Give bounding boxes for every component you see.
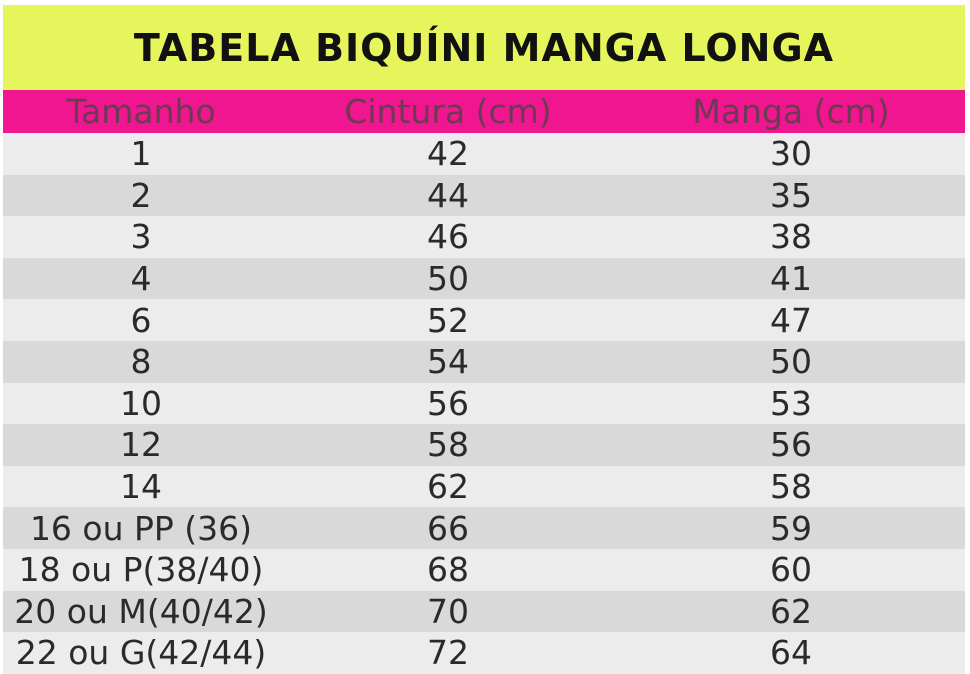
cell-cintura: 70 <box>427 591 469 631</box>
table-row <box>3 175 965 217</box>
cell-cintura: 58 <box>427 425 469 465</box>
table-row <box>3 133 965 175</box>
header-tamanho: Tamanho <box>66 92 216 131</box>
cell-tamanho: 6 <box>130 300 152 340</box>
table-row <box>3 507 965 549</box>
cell-manga: 64 <box>770 633 812 673</box>
cell-cintura: 52 <box>427 300 469 340</box>
cell-cintura: 44 <box>427 175 469 215</box>
cell-tamanho: 12 <box>120 425 162 465</box>
cell-tamanho: 1 <box>130 134 152 174</box>
cell-manga: 30 <box>770 134 812 174</box>
cell-manga: 58 <box>770 467 812 507</box>
cell-tamanho: 18 ou P(38/40) <box>18 550 264 590</box>
cell-cintura: 42 <box>427 134 469 174</box>
table-row <box>3 466 965 508</box>
cell-manga: 38 <box>770 217 812 257</box>
cell-manga: 50 <box>770 342 812 382</box>
cell-manga: 59 <box>770 508 812 548</box>
cell-cintura: 62 <box>427 467 469 507</box>
table-row <box>3 341 965 383</box>
table-header-row <box>3 90 965 133</box>
title-banner <box>3 5 965 90</box>
cell-tamanho: 4 <box>130 259 152 299</box>
cell-cintura: 46 <box>427 217 469 257</box>
cell-cintura: 66 <box>427 508 469 548</box>
cell-tamanho: 20 ou M(40/42) <box>14 591 268 631</box>
table-row <box>3 299 965 341</box>
table-row <box>3 632 965 674</box>
cell-manga: 47 <box>770 300 812 340</box>
cell-tamanho: 10 <box>120 383 162 423</box>
cell-cintura: 50 <box>427 259 469 299</box>
cell-tamanho: 3 <box>130 217 152 257</box>
cell-cintura: 54 <box>427 342 469 382</box>
table-row <box>3 216 965 258</box>
cell-tamanho: 2 <box>130 175 152 215</box>
cell-tamanho: 8 <box>130 342 152 382</box>
cell-cintura: 56 <box>427 383 469 423</box>
table-row <box>3 424 965 466</box>
cell-tamanho: 22 ou G(42/44) <box>15 633 267 673</box>
cell-manga: 56 <box>770 425 812 465</box>
table-row <box>3 258 965 300</box>
table-row <box>3 549 965 591</box>
page-title: TABELA BIQUÍNI MANGA LONGA <box>133 25 835 70</box>
cell-tamanho: 16 ou PP (36) <box>29 508 253 548</box>
table-row <box>3 383 965 425</box>
header-manga: Manga (cm) <box>692 92 890 131</box>
cell-cintura: 68 <box>427 550 469 590</box>
size-chart-table <box>3 5 965 674</box>
cell-manga: 35 <box>770 175 812 215</box>
table-row <box>3 591 965 633</box>
cell-manga: 53 <box>770 383 812 423</box>
header-cintura: Cintura (cm) <box>344 92 552 131</box>
cell-manga: 60 <box>770 550 812 590</box>
cell-tamanho: 14 <box>120 467 162 507</box>
cell-cintura: 72 <box>427 633 469 673</box>
cell-manga: 62 <box>770 591 812 631</box>
cell-manga: 41 <box>770 259 812 299</box>
table-body <box>3 133 965 674</box>
